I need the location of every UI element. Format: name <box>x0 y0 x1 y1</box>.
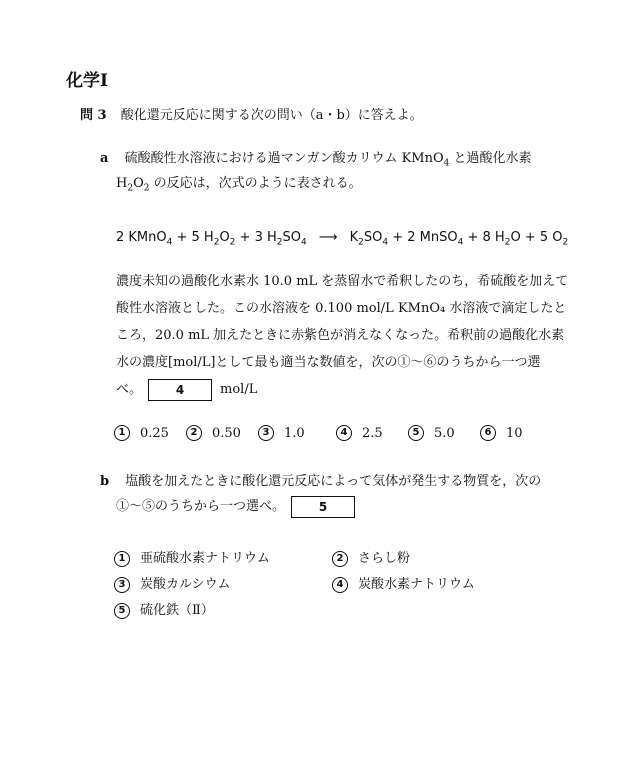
option-2[interactable]: 2 0.50 <box>186 425 241 441</box>
unit-label: mol/L <box>220 382 258 397</box>
body-line: 酸性水溶液とした。この水溶液を 0.100 mol/L KMnO₄ 水溶液で滴定したと <box>116 301 567 316</box>
reaction-arrow: ⟶ <box>318 230 338 245</box>
question-number: 問 3 <box>80 108 107 123</box>
option-number-icon: 4 <box>332 577 348 593</box>
option-6[interactable]: 6 10 <box>480 425 523 441</box>
part-b-option-4[interactable]: 4 炭酸水素ナトリウム <box>332 573 475 593</box>
reaction-equation: 2 KMnO$_4$ + 5 $H_2O_2 + 3$ $H_2SO_4$ ⟶ $K_2SO_4 + 2$ MnSO$_4$ + 8 $H_2O + 5$ $O_2$ <box>116 230 569 248</box>
part-b-line1: b 塩酸を加えたときに酸化還元反応によって気体が発生する物質を，次の <box>100 474 542 489</box>
part-b-option-2[interactable]: 2 さらし粉 <box>332 547 410 567</box>
part-a-body <box>116 270 568 405</box>
option-4[interactable]: 4 2.5 <box>336 425 383 441</box>
option-1[interactable]: 1 0.25 <box>114 425 169 441</box>
body-line: 濃度未知の過酸化水素水 10.0 mL を蒸留水で希釈したのち，希硫酸を加えて <box>116 274 569 289</box>
part-a-intro-line1: 硫酸酸性水溶液における過マンガン酸カリウム KMnO$_4$ と過酸化水素 <box>124 151 532 169</box>
question-text: 酸化還元反応に関する次の問い（a・b）に答えよ。 <box>120 108 423 123</box>
option-3[interactable]: 3 1.0 <box>258 425 305 441</box>
body-line: ころ，20.0 mL 加えたときに赤紫色が消えなくなった。希釈前の過酸化水素 <box>116 328 565 343</box>
part-a-intro-line2: $H_2O_2$ の反応は，次式のように表される。 <box>116 176 362 194</box>
option-number-icon: 3 <box>258 425 274 441</box>
option-number-icon: 5 <box>114 603 130 619</box>
part-b-option-5[interactable]: 5 硫化鉄（Ⅱ） <box>114 599 214 619</box>
part-b-option-1[interactable]: 1 亜硫酸水素ナトリウム <box>114 547 270 567</box>
option-number-icon: 1 <box>114 425 130 441</box>
part-b-option-3[interactable]: 3 炭酸カルシウム <box>114 573 231 593</box>
part-b-line2: ①～⑤のうちから一つ選べ。 5 <box>116 495 363 518</box>
body-line: 水の濃度[mol/L]として最も適当な数値を，次の①～⑥のうちから一つ選 <box>116 355 541 370</box>
option-number-icon: 3 <box>114 577 130 593</box>
answer-box-4[interactable]: 4 <box>148 379 212 401</box>
question-header <box>80 104 423 123</box>
option-5[interactable]: 5 5.0 <box>408 425 455 441</box>
answer-box-5[interactable]: 5 <box>291 496 355 518</box>
option-number-icon: 2 <box>186 425 202 441</box>
option-number-icon: 1 <box>114 551 130 567</box>
option-number-icon: 5 <box>408 425 424 441</box>
option-number-icon: 2 <box>332 551 348 567</box>
subject-title: 化学Ⅰ <box>66 71 108 91</box>
part-a-label: a <box>100 151 109 166</box>
option-number-icon: 6 <box>480 425 496 441</box>
body-line-last: べ。 4 mol/L <box>116 378 568 405</box>
option-number-icon: 4 <box>336 425 352 441</box>
part-b-label: b <box>100 474 110 489</box>
